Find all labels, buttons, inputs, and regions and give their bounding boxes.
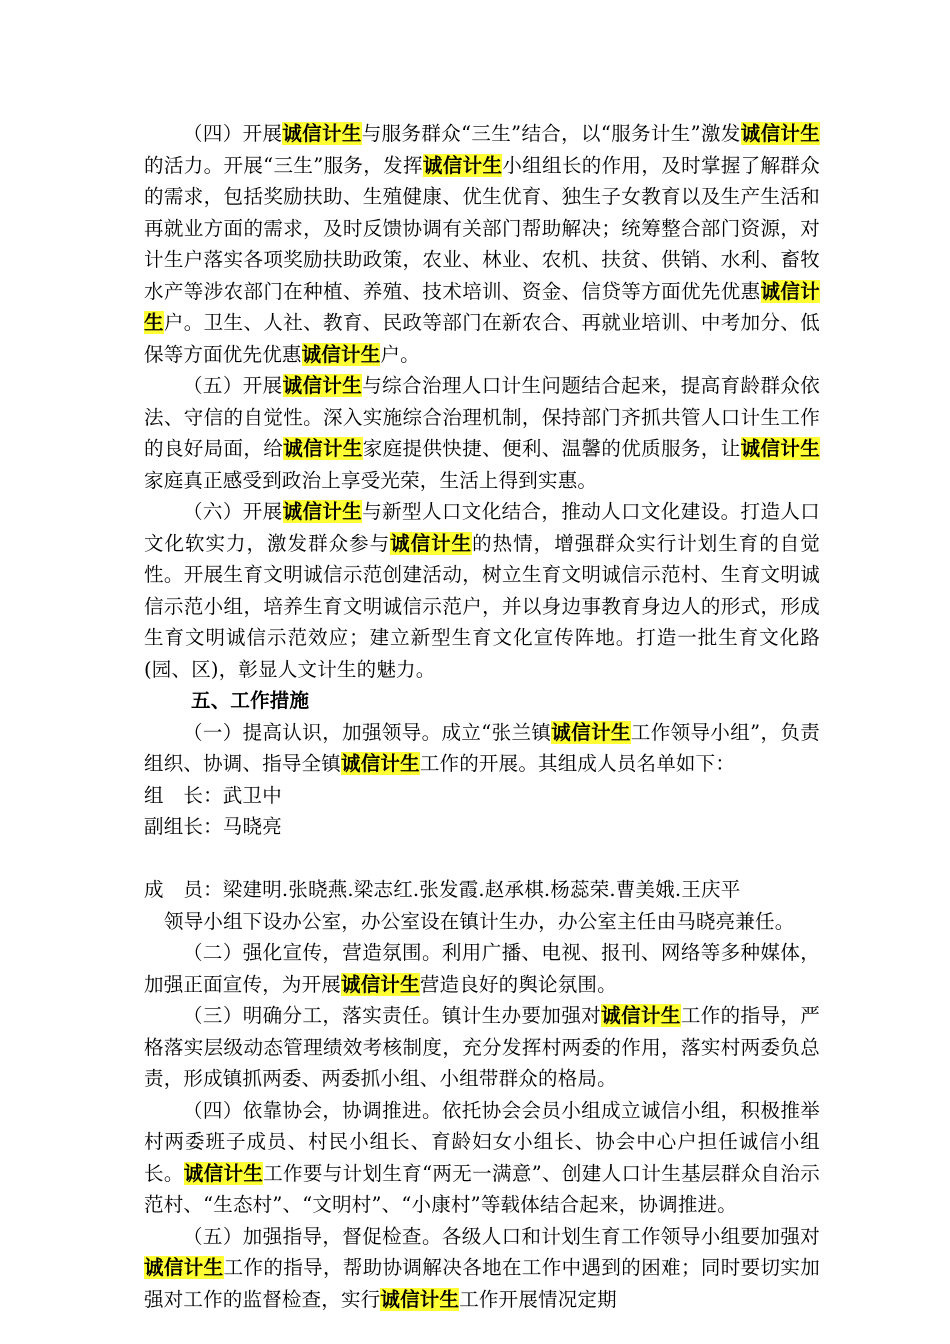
measure-2: （二）强化宣传，营造氛围。利用广播、电视、报刊、网络等多种媒体，加强正面宣传，为开展诚信计生营造良好的舆论氛围。: [144, 941, 820, 996]
roster-members: 成 员：梁建明.张晓燕.梁志红.张发霞.赵承棋.杨蕊荣.曹美娥.王庆平: [144, 878, 741, 901]
section-heading: 五、工作措施: [191, 689, 310, 712]
paragraph-6: （六）开展诚信计生与新型人口文化结合，推动人口文化建设。打造人口文化软实力，激发群众参与诚信计生的热情，增强群众实行计划生育的自觉性。开展生育文明诚信示范创建活动，树立生育文明诚信示范村、生育文明诚信示范小组，培养生育文明诚信示范户，并以身边事教育身边人的形式，形成生育文明诚信示范效应；建立新型生育文化宣传阵地。打造一批生育文化路(园、区)，彰显人文计生的魅力。: [144, 500, 820, 681]
document-body: [144, 118, 820, 1315]
highlighted-term: 诚信计生: [341, 752, 420, 775]
roster-deputy: 副组长：马晓亮: [144, 815, 282, 838]
office-note: 领导小组下设办公室，办公室设在镇计生办，办公室主任由马晓亮兼任。: [164, 909, 795, 933]
blank-line: [144, 843, 820, 875]
highlighted-term: 诚信计生: [601, 1004, 681, 1027]
highlighted-term: 诚信计生: [283, 437, 363, 460]
roster-leader: 组 长：武卫中: [144, 783, 282, 807]
highlighted-term: 诚信计生: [390, 531, 473, 555]
highlighted-term: 诚信计生: [282, 500, 363, 523]
highlighted-term: 诚信计生: [740, 437, 820, 460]
highlighted-term: 诚信计生: [144, 279, 820, 334]
highlighted-term: 诚信计生: [422, 153, 503, 177]
highlighted-term: 诚信计生: [144, 1256, 224, 1279]
measure-4: （四）依靠协会，协调推进。依托协会会员小组成立诚信小组，积极推举村两委班子成员、村民小组长、育龄妇女小组长、协会中心户担任诚信小组长。诚信计生工作要与计划生育“两无一满意”、创建人口计生基层群众自治示范村、“生态村”、“文明村”、“小康村”等载体结合起来，协调推进。: [144, 1098, 820, 1216]
highlighted-term: 诚信计生: [183, 1161, 264, 1185]
measure-1: （一）提高认识，加强领导。成立“张兰镇诚信计生工作领导小组”，负责组织、协调、指导全镇诚信计生工作的开展。其组成人员名单如下：: [144, 720, 820, 775]
highlighted-term: 诚信计生: [740, 122, 820, 145]
highlighted-term: 诚信计生: [282, 122, 362, 145]
paragraph-5: （五）开展诚信计生与综合治理人口计生问题结合起来，提高育龄群众依法、守信的自觉性。深入实施综合治理机制，保持部门齐抓共管人口计生工作的良好局面，给诚信计生家庭提供快捷、便利、温馨的优质服务，让诚信计生家庭真正感受到政治上享受光荣，生活上得到实惠。: [144, 374, 820, 492]
highlighted-term: 诚信计生: [341, 972, 420, 996]
highlighted-term: 诚信计生: [551, 720, 631, 744]
measure-5: （五）加强指导，督促检查。各级人口和计划生育工作领导小组要加强对诚信计生工作的指导，帮助协调解决各地在工作中遇到的困难；同时要切实加强对工作的监督检查，实行诚信计生工作开展情况定期: [144, 1224, 820, 1311]
highlighted-term: 诚信计生: [380, 1287, 460, 1311]
paragraph-4: （四）开展诚信计生与服务群众“三生”结合，以“服务计生”激发诚信计生的活力。开展“三生”服务，发挥诚信计生小组组长的作用，及时掌握了解群众的需求，包括奖励扶助、生殖健康、优生优育、独生子女教育以及生产生活和再就业方面的需求，及时反馈协调有关部门帮助解决；统筹整合部门资源，对计生户落实各项奖励扶助政策，农业、林业、农机、扶贫、供销、水利、畜牧水产等涉农部门在种植、养殖、技术培训、资金、信贷等方面优先优惠诚信计生户。卫生、人社、教育、民政等部门在新农合、再就业培训、中考加分、低保等方面优先优惠诚信计生户。: [144, 122, 820, 366]
measure-3: （三）明确分工，落实责任。镇计生办要加强对诚信计生工作的指导，严格落实层级动态管理绩效考核制度，充分发挥村两委的作用，落实村两委负总责，形成镇抓两委、两委抓小组、小组带群众的格局。: [144, 1004, 820, 1090]
highlighted-term: 诚信计生: [301, 342, 381, 366]
highlighted-term: 诚信计生: [282, 374, 363, 397]
